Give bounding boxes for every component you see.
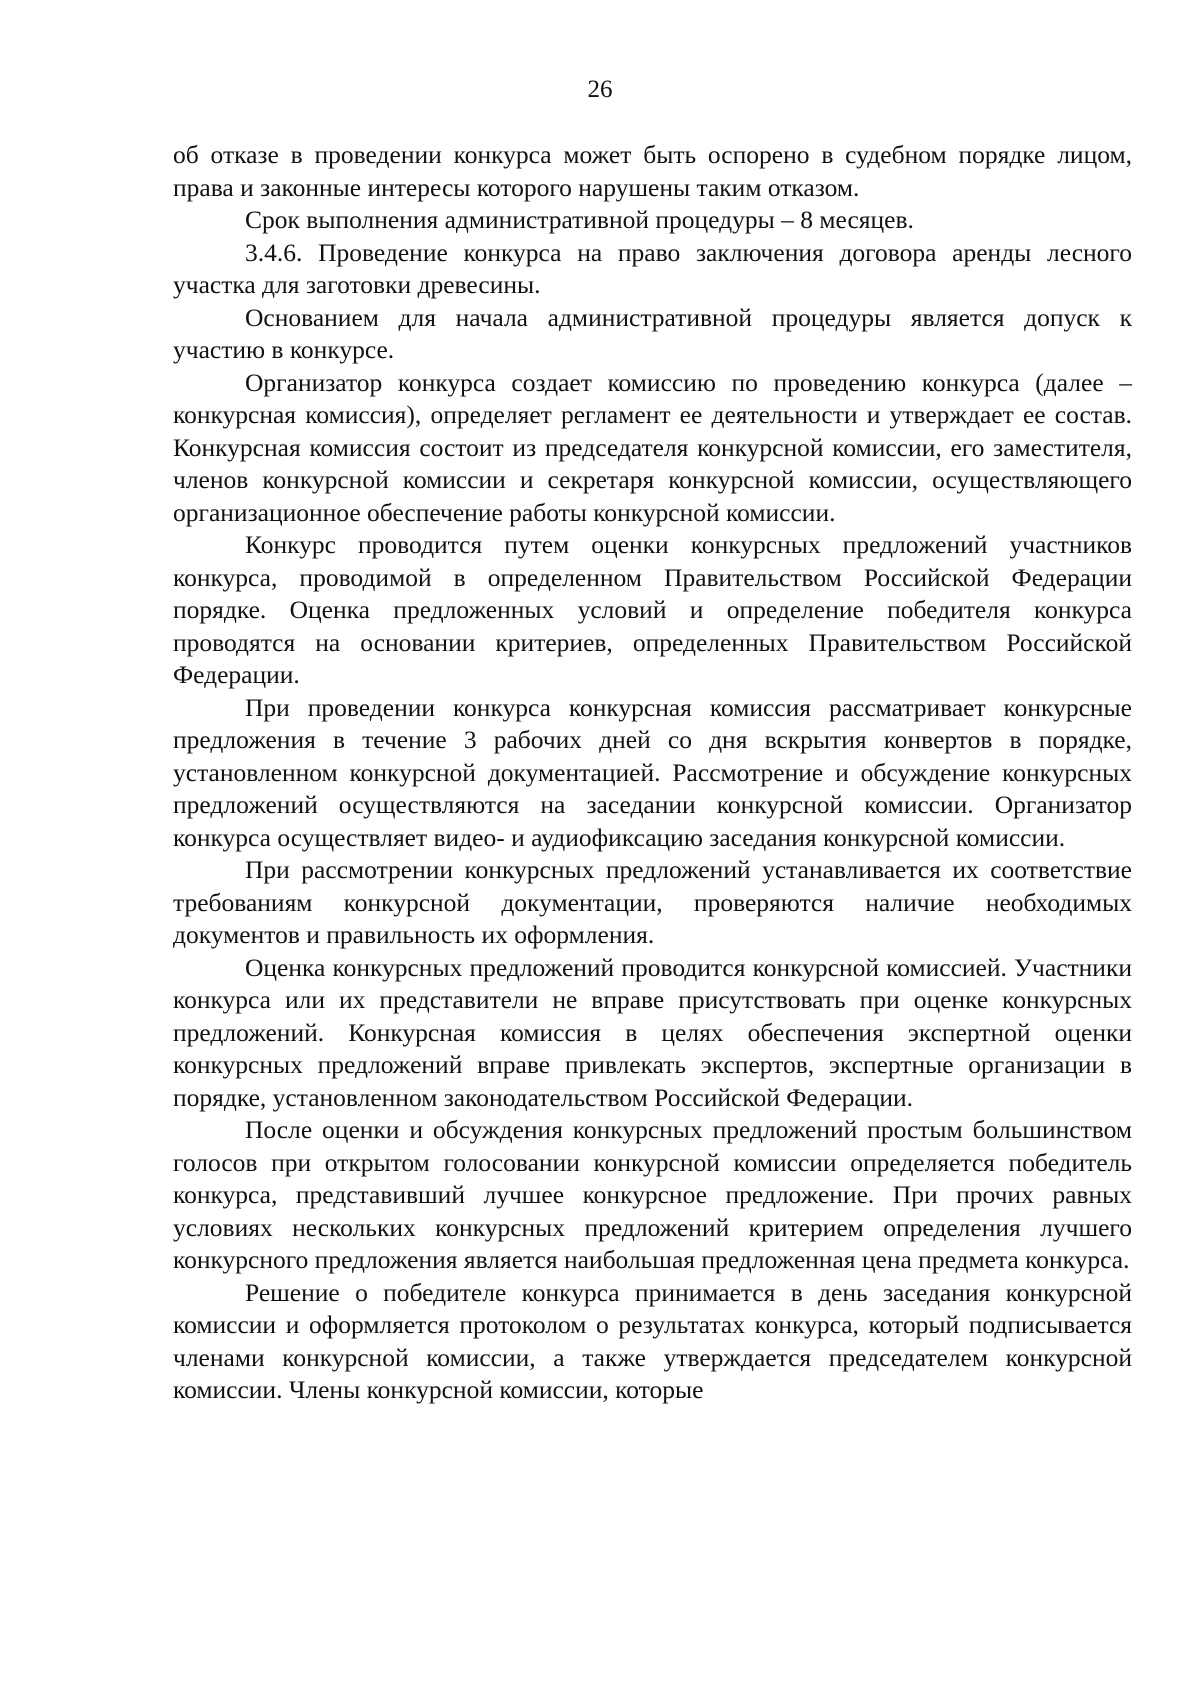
- paragraph-procedure-basis: Основанием для начала административной процедуры является допуск к участию в конкурсе.: [173, 302, 1132, 364]
- paragraph-decision: Решение о победителе конкурса принимается в день заседания конкурсной комиссии и оформляется протоколом о результатах конкурса, который подписывается членами конкурсной комиссии, а также утверждается председателем конкурсной комиссии. Члены конкурсной комиссии, которые: [173, 1277, 1132, 1404]
- paragraph-winner-selection: После оценки и обсуждения конкурсных предложений простым большинством голосов при открытом голосовании конкурсной комиссии определяется победитель конкурса, представивший лучшее конкурсное предложение. При прочих равных условиях нескольких конкурсных предложений критерием определения лучшего конкурсного предложения является наибольшая предложенная цена предмета конкурса.: [173, 1115, 1132, 1274]
- document-body: [173, 139, 1132, 1407]
- paragraph-section-3-4-6: 3.4.6. Проведение конкурса на право заключения договора аренды лесного участка для заготовки древесины.: [173, 237, 1132, 299]
- paragraph-assessment: Оценка конкурсных предложений проводится конкурсной комиссией. Участники конкурса или их представители не вправе присутствовать при оценке конкурсных предложений. Конкурсная комиссия в целях обеспечения экспертной оценки конкурсных предложений вправе привлекать экспертов, экспертные организации в порядке, установленном законодательством Российской Федерации.: [173, 952, 1132, 1112]
- paragraph-continuation: об отказе в проведении конкурса может быть оспорено в судебном порядке лицом, права и законные интересы которого нарушены таким отказом.: [173, 140, 1132, 202]
- paragraph-evaluation-method: Конкурс проводится путем оценки конкурсных предложений участников конкурса, проводимой в определенном Правительством Российской Федерации порядке. Оценка предложенных условий и определение победителя конкурса проводятся на основании критериев, определенных Правительством Российской Федерации.: [173, 530, 1132, 689]
- paragraph-compliance-check: При рассмотрении конкурсных предложений устанавливается их соответствие требованиям конкурсной документации, проверяются наличие необходимых документов и правильность их оформления.: [173, 855, 1132, 949]
- paragraph-procedure-term: Срок выполнения административной процедуры – 8 месяцев.: [245, 205, 914, 234]
- page-number: 26: [587, 76, 613, 103]
- paragraph-review-period: При проведении конкурса конкурсная комиссия рассматривает конкурсные предложения в течение 3 рабочих дней со дня вскрытия конвертов в порядке, установленном конкурсной документацией. Рассмотрение и обсуждение конкурсных предложений осуществляются на заседании конкурсной комиссии. Организатор конкурса осуществляет видео- и аудиофиксацию заседания конкурсной комиссии.: [173, 692, 1132, 852]
- paragraph-commission: Организатор конкурса создает комиссию по проведению конкурса (далее – конкурсная комиссия), определяет регламент ее деятельности и утверждает ее состав. Конкурсная комиссия состоит из председателя конкурсной комиссии, его заместителя, членов конкурсной комиссии и секретаря конкурсной комиссии, осуществляющего организационное обеспечение работы конкурсной комиссии.: [173, 367, 1132, 527]
